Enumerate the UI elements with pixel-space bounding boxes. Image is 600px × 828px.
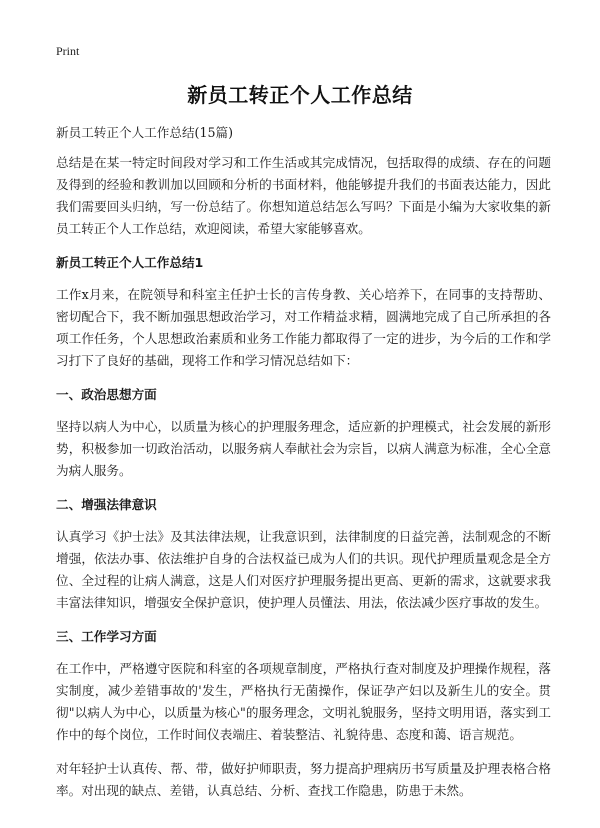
document-body <box>56 122 551 814</box>
section-paragraph: 坚持以病人为中心，以质量为核心的护理服务理念，适应新的护理模式，社会发展的新形势，积极参加一切政治活动，以服务病人奉献社会为宗旨，以病人满意为标准，全心全意为病人服务。 <box>56 419 551 478</box>
intro-paragraph: 总结是在某一特定时间段对学习和工作生活或其完成情况，包括取得的成绩、存在的问题及得到的经验和教训加以回顾和分析的书面材料，他能够提升我们的书面表达能力，因此我们需要回头归纳，写一份总结了。你想知道总结怎么写吗？下面是小编为大家收集的新员工转正个人工作总结，欢迎阅读，希望大家能够喜欢。 <box>56 155 551 236</box>
section-heading-politics: 一、政治思想方面 <box>56 387 157 402</box>
page-title: 新员工转正个人工作总结 <box>187 83 413 107</box>
section-heading-work-study: 三、工作学习方面 <box>56 629 157 644</box>
document-subtitle: 新员工转正个人工作总结(15篇) <box>56 125 233 140</box>
section-paragraph: 认真学习《护士法》及其法律法规，让我意识到，法律制度的日益完善，法制观念的不断增强，依法办事、依法维护自身的合法权益已成为人们的共识。现代护理质量观念是全方位、全过程的让病人满意，这是人们对医疗护理服务提出更高、更新的需求，这就要求我丰富法律知识，增强安全保护意识，使护理人员懂法、用法，依法减少医疗事故的发生。 <box>56 529 551 610</box>
article-heading: 新员工转正个人工作总结1 <box>56 255 204 270</box>
section-paragraph: 在工作中，严格遵守医院和科室的各项规章制度，严格执行查对制度及护理操作规程，落实制度，减少差错事故的'发生，严格执行无菌操作，保证孕产妇以及新生儿的安全。贯彻"以病人为中心，以质量为核心"的服务理念，文明礼貌服务，坚持文明用语，落实到工作中的每个岗位，工作时间仪表端庄、着装整洁、礼貌待患、态度和蔼、语言规范。 <box>56 661 551 742</box>
section-heading-law: 二、增强法律意识 <box>56 497 157 512</box>
print-link[interactable]: Print <box>56 44 80 58</box>
article-intro-paragraph: 工作x月来，在院领导和科室主任护士长的言传身教、关心培养下，在同事的支持帮助、密切配合下，我不断加强思想政治学习，对工作精益求精，圆满地完成了自己所承担的各项工作任务，个人思想政治素质和业务工作能力都取得了一定的进步，为今后的工作和学习打下了良好的基础，现将工作和学习情况总结如下： <box>56 287 551 368</box>
section-paragraph: 对年轻护士认真传、帮、带，做好护师职责，努力提高护理病历书写质量及护理表格合格率。对出现的缺点、差错，认真总结、分析、查找工作隐患，防患于未然。 <box>56 761 551 798</box>
